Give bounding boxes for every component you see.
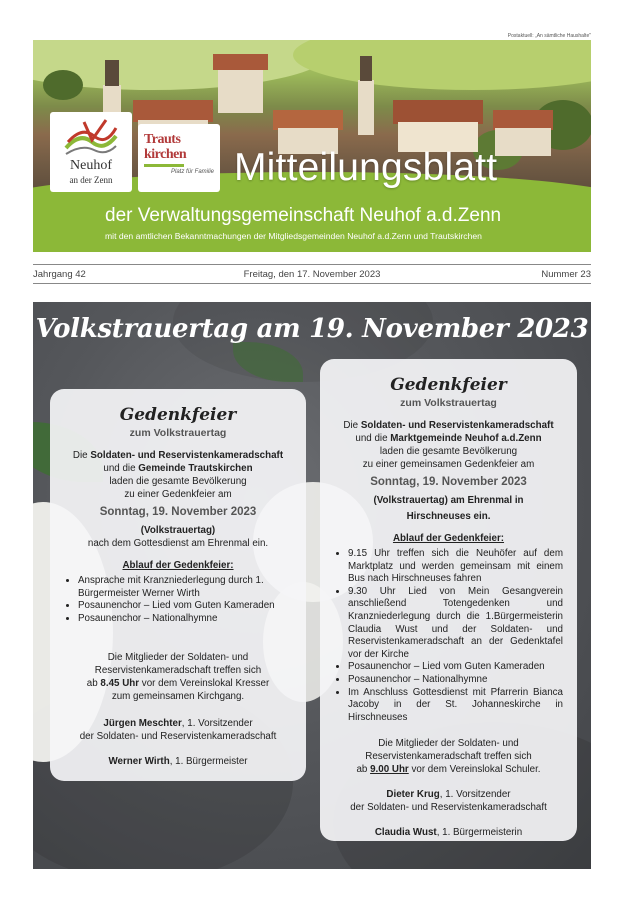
left-signatory-1: Jürgen Meschter [103,718,182,730]
right-agenda-heading: Ablauf der Gedenkfeier: [392,533,505,544]
right-card-municipality: Marktgemeinde Neuhof a.d.Zenn [390,433,542,444]
list-item: • Ansprache mit Kranzniederlegung durch 1. Bürgermeister Werner Wirth [78,575,292,600]
right-event-card: Gedenkfeier zum Volkstrauertag Die Soldaten- und Reservistenkameradschaft und die Marktgemeinde Neuhof a.d.Zenn laden die gesamte Bevölkerung zu einer gemeinsamen Gedenkfeier am Sonntag, 19. November 2023 (Volkstrauertag) am Ehrenmal in Hirschneuses ein. Ablauf der Gedenkfeier: • 9.15 Uhr treffen sich die Neuhöfer auf dem Marktplatz und werden gemeinsam mit einem Bus nach Hirschneuses fahren • 9.30 Uhr Lied von Mein Gesangverein anschließend Totengedenken und Kranzniederlegung durch die 1.Bürgermeisterin Claudia Wust und der Soldaten- und Reservistenkameradschaft an der Gedenktafel vor der Kirche • Posaunenchor – Lied vom Guten Kameraden • Posaunenchor – Nationalhymne • Im Anschluss Gottesdienst mit Pfarrerin Bianca Jacoby in der St. Johanneskirche in Hirschneuses Die Mitglieder der Soldaten- und Reservistenkameradschaft treffen sich ab 9.00 Uhr vor dem Vereinslokal Schuler. Dieter Krug, 1. Vorsitzender der Soldaten- und Reservistenkameradschaft Claudia Wust, 1. Bürgermeisterin [320,359,577,841]
list-item: • Im Anschluss Gottesdienst mit Pfarrerin Bianca Jacoby in der St. Johanneskirche in Hirschneuses [348,687,563,725]
traut-logo-line1: Trauts [144,132,181,147]
list-item: • Posaunenchor – Nationalhymne [348,674,563,687]
left-card-municipality: Gemeinde Trautskirchen [138,463,253,474]
right-signatory-1: Dieter Krug [386,789,440,801]
masthead-title: Mitteilungsblatt [234,146,498,189]
neuhof-logo-name: Neuhof [70,158,112,173]
right-card-title: Gedenkfeier [390,375,507,395]
list-item: • 9.30 Uhr Lied von Mein Gesangverein anschließend Totengedenken und Kranzniederlegung durch die 1.Bürgermeisterin Claudia Wust und der Soldaten- und Reservistenkameradschaft an der Gedenktafel vor der Kirche [348,586,563,662]
left-card-org: Soldaten- und Reservistenkameradschaft [90,450,284,461]
left-agenda-list [78,575,292,625]
masthead-subtitle: der Verwaltungsgemeinschaft Neuhof a.d.Zenn [105,205,502,226]
right-card-org: Soldaten- und Reservistenkameradschaft [360,420,554,431]
right-card-date: Sonntag, 19. November 2023 [370,476,527,488]
volume-label: Jahrgang 42 [33,269,86,280]
hero-headline: Volkstrauertag am 19. November 2023 [35,314,589,344]
neuhof-logo [50,112,132,192]
issue-date: Freitag, den 17. November 2023 [243,269,381,280]
traut-logo-tagline: Platz für Familie [170,169,214,175]
neuhof-emblem-icon [62,118,120,158]
issue-meta-bar [33,264,591,284]
left-meeting-time: 8.45 Uhr [100,678,140,690]
left-agenda-heading: Ablauf der Gedenkfeier: [122,560,234,571]
left-card-subtitle: zum Volkstrauertag [129,427,227,439]
trautskirchen-logo [138,124,220,192]
masthead-subsubtitle: mit den amtlichen Bekanntmachungen der Mitgliedsgemeinden Neuhof a.d.Zenn und Trautskirchen [105,231,482,241]
left-signatory-2: Werner Wirth [108,756,170,768]
left-card-date: Sonntag, 19. November 2023 [99,506,257,518]
list-item: • Posaunenchor – Nationalhymne [78,613,292,626]
list-item: • Posaunenchor – Lied vom Guten Kameraden [348,661,563,674]
right-meeting-time: 9.00 Uhr [370,764,409,776]
right-card-subtitle: zum Volkstrauertag [400,397,497,409]
left-card-title: Gedenkfeier [119,405,237,425]
hero-section [33,302,591,869]
right-signatory-2: Claudia Wust [374,827,437,839]
list-item: • Posaunenchor – Lied vom Guten Kameraden [78,600,292,613]
postal-note: Postaktuell: „An sämtliche Haushalte" [507,33,591,39]
right-agenda-list [348,548,563,724]
traut-logo-line2: kirchen [144,147,187,162]
list-item: • 9.15 Uhr treffen sich die Neuhöfer auf dem Marktplatz und werden gemeinsam mit einem Bus nach Hirschneuses fahren [348,548,563,586]
issue-number: Nummer 23 [541,269,591,280]
left-event-card: Gedenkfeier zum Volkstrauertag Die Soldaten- und Reservistenkameradschaft und die Gemeinde Trautskirchen laden die gesamte Bevölkerung zu einer Gedenkfeier am Sonntag, 19. November 2023 (Volkstrauertag) nach dem Gottesdienst am Ehrenmal ein. Ablauf der Gedenkfeier: • Ansprache mit Kranzniederlegung durch 1. Bürgermeister Werner Wirth • Posaunenchor – Lied vom Guten Kameraden • Posaunenchor – Nationalhymne Die Mitglieder der Soldaten- und Reservistenkameradschaft treffen sich ab 8.45 Uhr vor dem Vereinslokal Kresser zum gemeinsamen Kirchgang. Jürgen Meschter, 1. Vorsitzender der Soldaten- und Reservistenkameradschaft Werner Wirth, 1. Bürgermeister [50,389,306,781]
neuhof-logo-sub: an der Zenn [69,175,113,185]
